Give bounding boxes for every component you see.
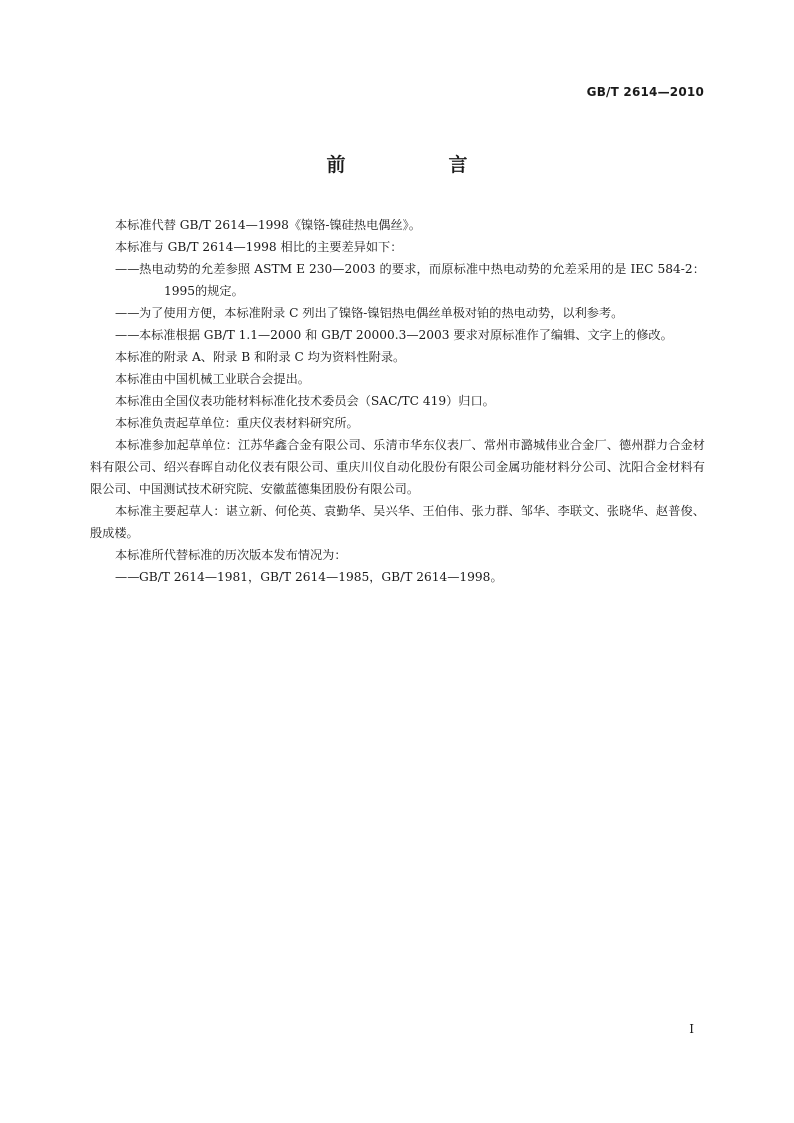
list-item-text: 本标准根据 GB/T 1.1—2000 和 GB/T 20000.3—2003 要求对原标准作了编辑、文字上的修改。 — [139, 328, 673, 342]
list-dash: —— — [115, 328, 140, 342]
list-dash: —— — [115, 570, 140, 584]
list-item-history — [115, 566, 705, 588]
page-title: 前 言 — [326, 154, 510, 176]
foreword-body — [90, 214, 705, 588]
paragraph-proposed-by: 本标准由中国机械工业联合会提出。 — [115, 372, 310, 386]
paragraph-history-intro: 本标准所代替标准的历次版本发布情况为： — [115, 548, 347, 562]
paragraph-main-drafters: 本标准主要起草人：谌立新、何伦英、袁勤华、吴兴华、王伯伟、张力群、邹华、李联文、张晓华、赵普俊、殷成楼。 — [90, 504, 705, 540]
list-item-text: GB/T 2614—1981，GB/T 2614—1985，GB/T 2614—1998。 — [139, 570, 503, 584]
paragraph-administered-by: 本标准由全国仪表功能材料标准化技术委员会（SAC/TC 419）归口。 — [115, 394, 495, 408]
list-item-text: 热电动势的允差参照 ASTM E 230—2003 的要求，而原标准中热电动势的允差采用的是 IEC 584-2：1995的规定。 — [139, 262, 705, 298]
paragraph-participating-units: 本标准参加起草单位：江苏华鑫合金有限公司、乐清市华东仪表厂、常州市潞城伟业合金厂、德州群力合金材料有限公司、绍兴春晖自动化仪表有限公司、重庆川仪自动化股份有限公司金属功能材料分公司、沈阳合金材料有限公司、中国测试技术研究院、安徽蓝德集团股份有限公司。 — [90, 438, 705, 496]
paragraph-appendices: 本标准的附录 A、附录 B 和附录 C 均为资料性附录。 — [115, 350, 406, 364]
list-item-emf-tolerance — [115, 258, 705, 302]
list-item-editorial — [115, 324, 705, 346]
list-item-appendix-c — [115, 302, 705, 324]
page-number: I — [689, 1022, 694, 1036]
list-item-text: 为了使用方便，本标准附录 C 列出了镍铬-镍铝热电偶丝单极对铂的热电动势，以利参考。 — [139, 306, 624, 320]
list-dash: —— — [115, 306, 140, 320]
paragraph-differences-intro: 本标准与 GB/T 2614—1998 相比的主要差异如下： — [115, 240, 403, 254]
paragraph-drafting-unit: 本标准负责起草单位：重庆仪表材料研究所。 — [115, 416, 359, 430]
paragraph-replaces: 本标准代替 GB/T 2614—1998《镍铬-镍硅热电偶丝》。 — [115, 218, 421, 232]
list-dash: —— — [115, 262, 140, 276]
standard-code: GB/T 2614—2010 — [586, 85, 704, 99]
